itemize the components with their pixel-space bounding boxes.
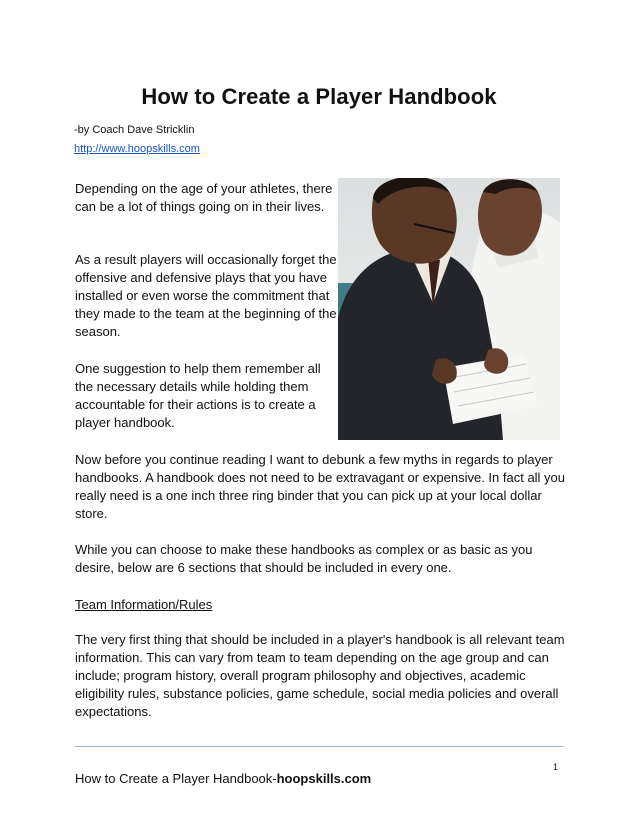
footer-site: hoopskills.com [276, 771, 372, 786]
coach-and-player-photo [338, 178, 560, 440]
author-byline: -by Coach Dave Stricklin [74, 124, 195, 136]
page-title: How to Create a Player Handbook [141, 84, 497, 109]
body-paragraph-1: Now before you continue reading I want to debunk a few myths in regards to player handbooks. A handbook does not need to be extravagant or expensive. In fact all you really need is a one inch three ring binder that you can pick up at your local dollar store. [75, 452, 566, 521]
footer-title: How to Create a Player Handbook- [75, 771, 277, 786]
footer-divider [75, 746, 563, 747]
website-link[interactable]: http://www.hoopskills.com [74, 143, 200, 155]
section-heading: Team Information/Rules [75, 597, 213, 612]
intro-paragraph-2: As a result players will occasionally forget the offensive and defensive plays that you have installed or even worse the commitment that they made to the team at the beginning of the season. [75, 252, 337, 339]
page-number: 1 [552, 762, 558, 772]
intro-paragraph-1: Depending on the age of your athletes, there can be a lot of things going on in their lives. [75, 181, 333, 214]
intro-paragraph-3: One suggestion to help them remember all the necessary details while holding them accountable for their actions is to create a player handbook. [75, 361, 321, 430]
body-paragraph-2: While you can choose to make these handbooks as complex or as basic as you desire, below are 6 sections that should be included in every one. [75, 542, 533, 575]
section-paragraph: The very first thing that should be included in a player's handbook is all relevant team information. This can vary from team to team depending on the age group and can include; program history, overall program philosophy and objectives, academic eligibility rules, substance policies, game schedule, social media policies and overall expectations. [75, 632, 565, 719]
footer-text [75, 771, 371, 786]
